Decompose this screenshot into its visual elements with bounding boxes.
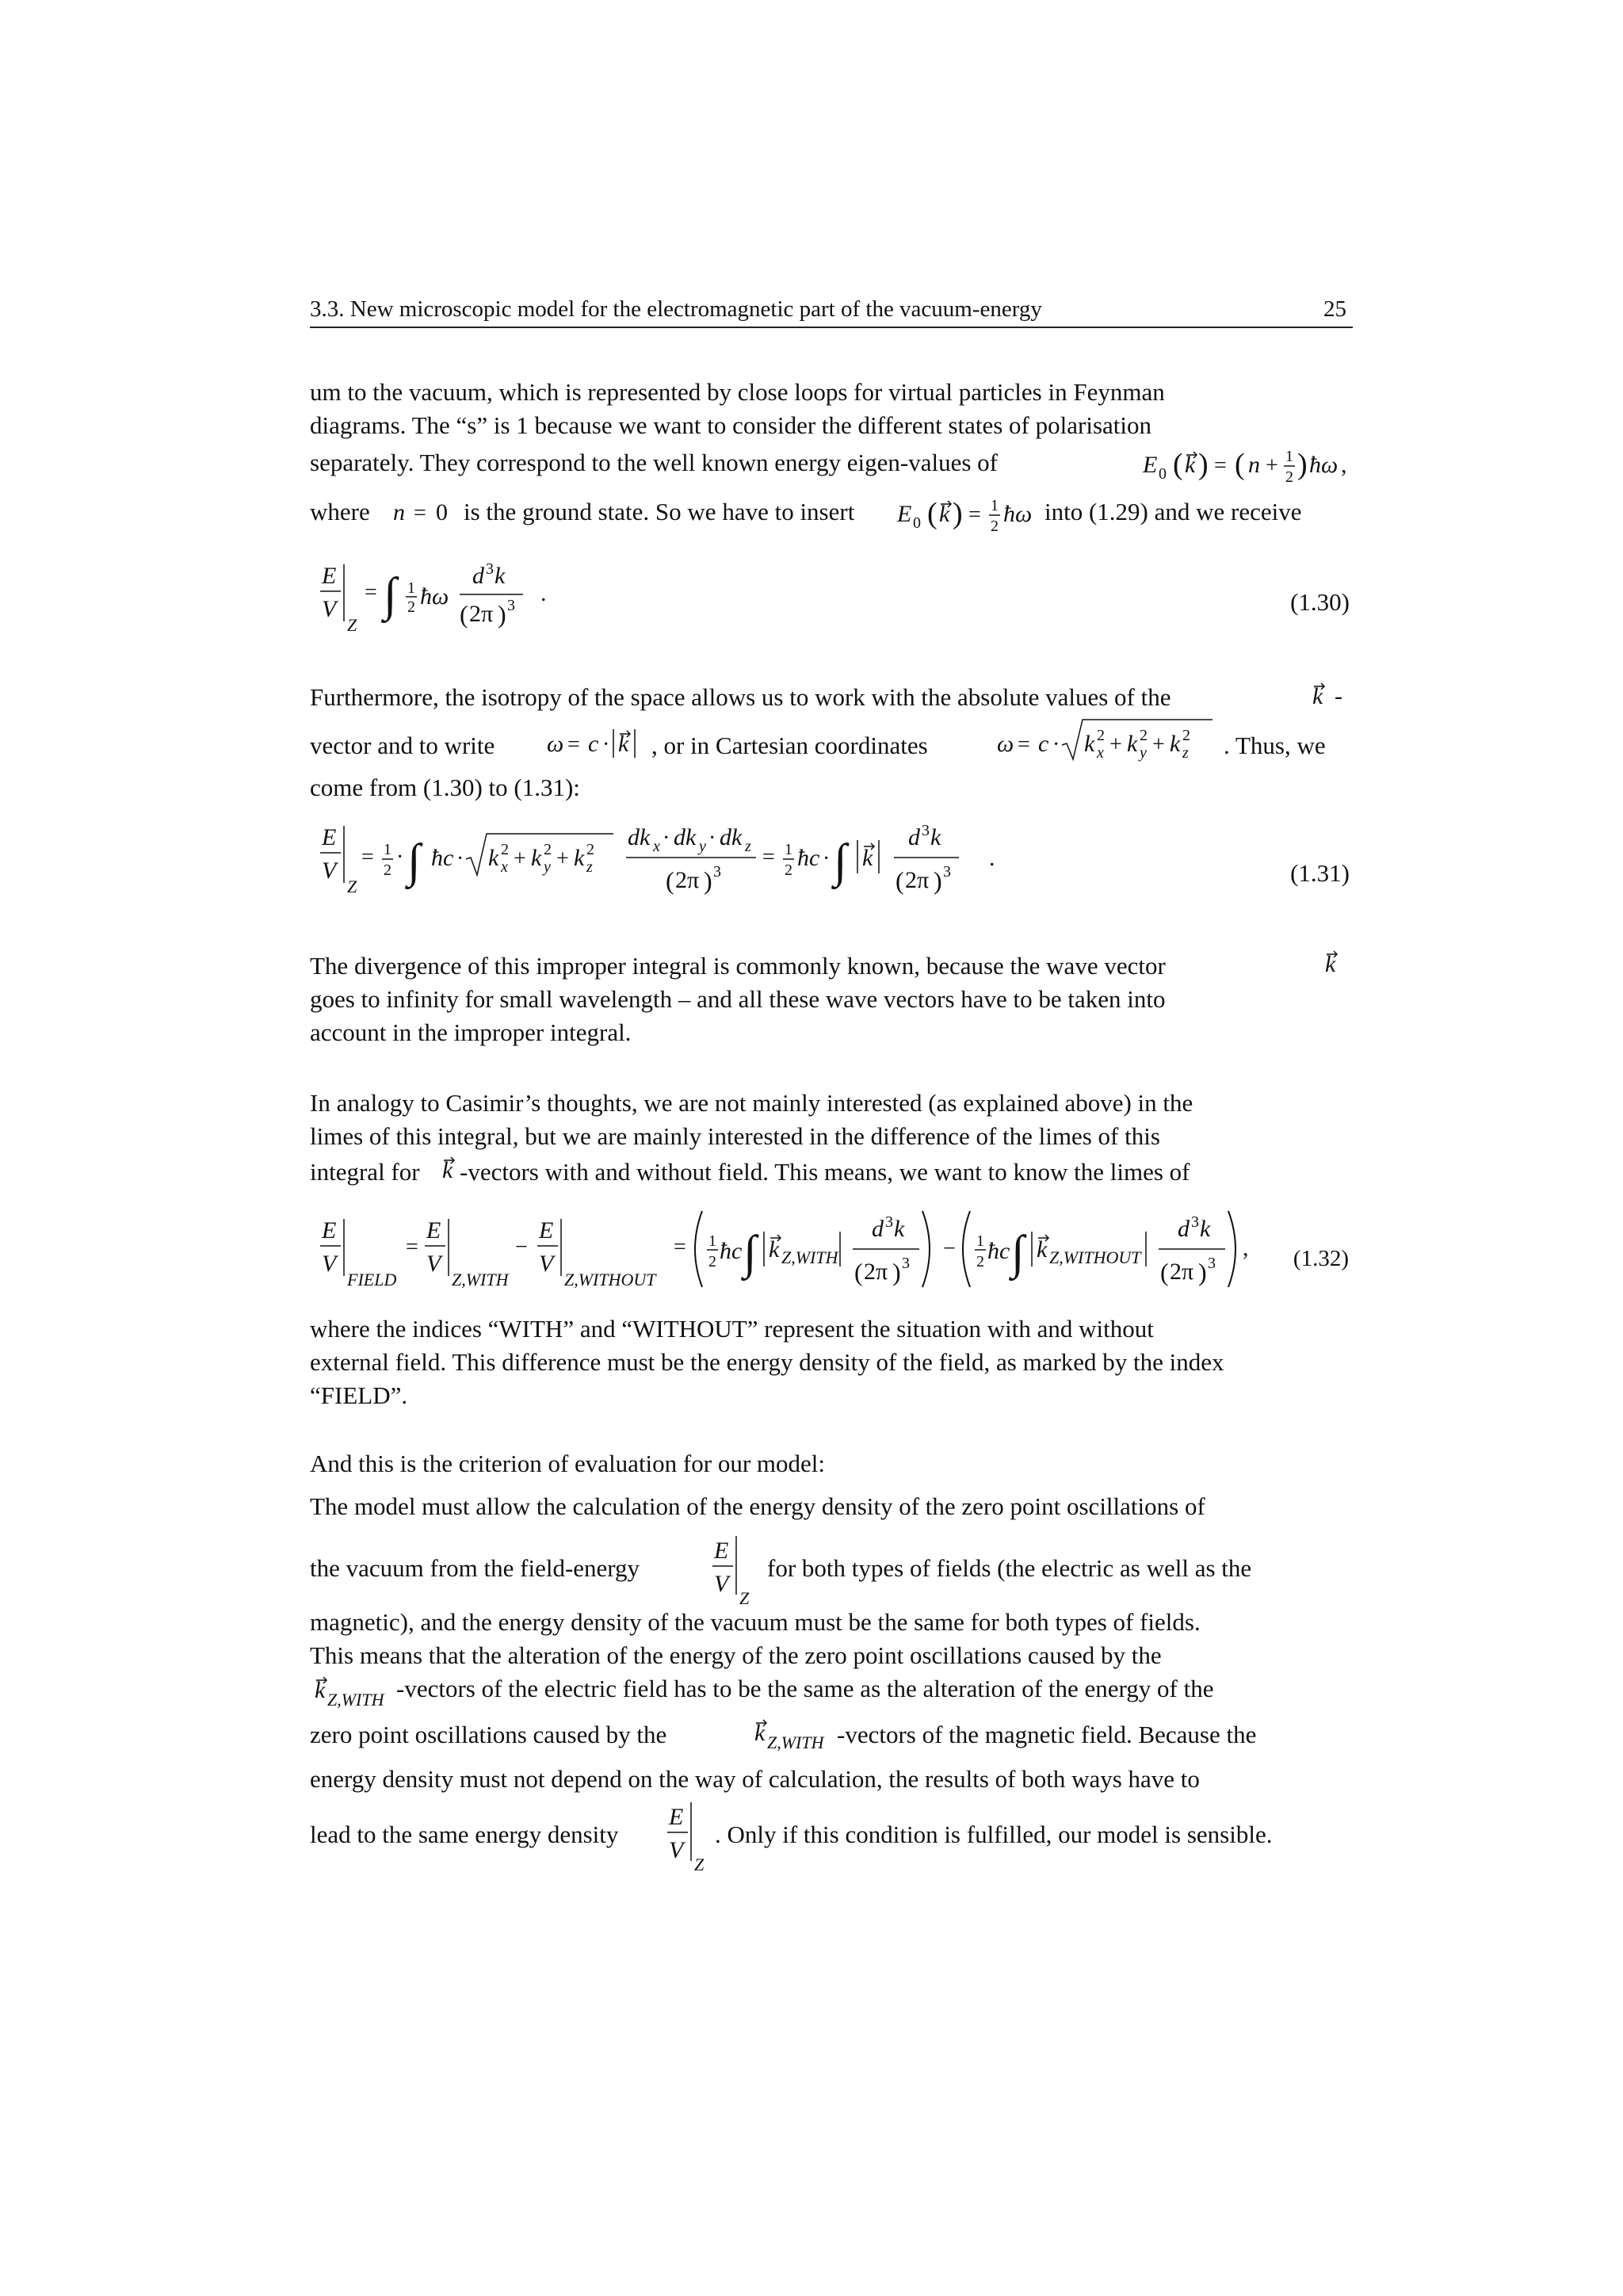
svg-text:Z: Z	[347, 615, 357, 635]
svg-text:(: (	[854, 1258, 863, 1286]
paragraph-4-line-3-b: -vectors with and without field. This means, we want to know the limes of	[460, 1158, 1190, 1186]
paragraph-5	[310, 1312, 1350, 1412]
svg-text:Z,WITH: Z,WITH	[781, 1247, 838, 1267]
paragraph-6-line-3: the vacuum from the field-energy	[310, 1554, 640, 1582]
svg-text:V: V	[426, 1251, 441, 1277]
svg-text:E: E	[322, 1217, 337, 1244]
svg-text:): )	[498, 600, 506, 628]
equation-1-31	[317, 816, 1030, 911]
svg-text:2: 2	[1182, 727, 1190, 744]
paragraph-4-line-3: integral for	[310, 1158, 420, 1186]
svg-text:2: 2	[1097, 727, 1105, 744]
k-vector-symbol-2	[1322, 943, 1354, 981]
svg-text:y: y	[1140, 744, 1147, 762]
eigenvalue-formula	[1141, 441, 1355, 488]
svg-text:2π: 2π	[905, 867, 930, 893]
svg-text:∫: ∫	[1011, 1226, 1025, 1278]
paragraph-6-line-7-b: -vectors of the magnetic field. Because the	[837, 1721, 1257, 1748]
svg-text:1: 1	[991, 497, 999, 514]
svg-text:2: 2	[785, 861, 792, 879]
text-line: account in the improper integral.	[310, 1018, 632, 1046]
svg-text:): )	[934, 866, 942, 895]
svg-text:=: =	[567, 732, 580, 757]
paragraph-6-line-2: The model must allow the calculation of the energy density of the zero point oscillations of	[310, 1492, 1205, 1520]
omega-abs-formula	[545, 720, 656, 764]
svg-text:·: ·	[823, 846, 831, 871]
paragraph-6-line-3-b: for both types of fields (the electric as well as the	[767, 1554, 1252, 1582]
svg-text:2: 2	[384, 861, 391, 879]
svg-text:y: y	[699, 838, 706, 855]
svg-text:Z,WITHOUT: Z,WITHOUT	[564, 1270, 656, 1289]
paragraph-1	[310, 376, 1350, 442]
svg-text:3: 3	[885, 1213, 893, 1231]
equation-number-1-32: (1.32)	[1293, 1246, 1349, 1271]
svg-text:1: 1	[708, 1232, 716, 1250]
svg-text:·: ·	[1052, 732, 1060, 757]
svg-text:k: k	[1312, 683, 1323, 709]
svg-text:∫: ∫	[743, 1226, 757, 1278]
paragraph-2-line-2-b: , or in Cartesian coordinates	[651, 732, 928, 759]
svg-text:3: 3	[486, 560, 494, 578]
svg-text:3: 3	[713, 863, 721, 881]
svg-text:+: +	[1152, 732, 1165, 757]
paragraph-3-rest	[310, 983, 1350, 1049]
svg-text:,: ,	[1243, 1235, 1249, 1261]
svg-text:2: 2	[1140, 727, 1148, 744]
svg-text:ω: ω	[997, 731, 1014, 757]
svg-text:+: +	[1266, 453, 1278, 478]
svg-text:V: V	[322, 858, 337, 884]
svg-text:(: (	[1235, 448, 1245, 481]
text-line: external field. This difference must be the energy density of the field, as marked by the index	[310, 1348, 1224, 1376]
svg-text:c: c	[1038, 731, 1049, 757]
svg-text:): )	[1198, 448, 1209, 481]
svg-text:=: =	[674, 1235, 686, 1259]
svg-text:z: z	[1182, 744, 1189, 762]
svg-text:Z,WITH: Z,WITH	[452, 1270, 509, 1289]
svg-text:2: 2	[544, 841, 552, 858]
k-z-with-symbol-2	[753, 1713, 840, 1758]
svg-text:ħω: ħω	[420, 583, 449, 609]
k-z-with-symbol	[313, 1671, 400, 1715]
svg-text:n: n	[1248, 452, 1260, 478]
svg-text:k: k	[574, 845, 585, 871]
svg-text:ħc: ħc	[797, 845, 820, 871]
text-line: goes to infinity for small wavelength – and all these wave vectors have to be taken into	[310, 985, 1166, 1013]
svg-text:0: 0	[1159, 465, 1167, 483]
paragraph-1-line-4-c: into (1.29) and we receive	[1044, 498, 1302, 525]
svg-text:E: E	[714, 1538, 729, 1564]
svg-text:k: k	[862, 845, 873, 871]
svg-text:.: .	[989, 845, 995, 871]
equation-number-1-30: (1.30)	[1290, 588, 1350, 616]
svg-text:k: k	[1127, 731, 1138, 757]
svg-text:3: 3	[1208, 1255, 1216, 1272]
paragraph-6-line-8: energy density must not depend on the way of calculation, the results of both ways have to	[310, 1765, 1200, 1793]
svg-text:ħc: ħc	[987, 1238, 1010, 1264]
svg-text:3: 3	[1191, 1213, 1199, 1231]
svg-text:): )	[953, 497, 963, 530]
text-line: In analogy to Casimir’s thoughts, we are not mainly interested (as explained above) in the	[310, 1089, 1193, 1117]
svg-text:ω: ω	[547, 731, 564, 757]
svg-text:k: k	[488, 845, 499, 871]
svg-text:V: V	[322, 1251, 337, 1277]
svg-text:.: .	[540, 580, 547, 606]
text-line: “FIELD”.	[310, 1381, 408, 1409]
svg-text:0: 0	[913, 514, 921, 532]
svg-text:y: y	[544, 858, 551, 876]
svg-text:n: n	[393, 499, 405, 525]
svg-text:∫: ∫	[834, 835, 847, 887]
svg-text:1: 1	[1285, 448, 1293, 465]
running-header	[310, 293, 1353, 328]
ground-state-formula	[388, 495, 468, 531]
svg-text:=: =	[406, 1235, 418, 1259]
svg-text:k: k	[894, 1216, 905, 1242]
k-vector-symbol	[1309, 675, 1357, 713]
svg-text:(: (	[666, 866, 674, 895]
paragraph-2-line-3: come from (1.30) to (1.31):	[310, 774, 580, 801]
svg-text:k: k	[769, 1236, 780, 1263]
paragraph-6-line-7: zero point oscillations caused by the	[310, 1721, 667, 1748]
svg-text:=: =	[414, 501, 426, 525]
svg-text:·: ·	[396, 845, 404, 869]
svg-text:2: 2	[586, 841, 594, 858]
svg-text:z: z	[745, 838, 751, 855]
svg-text:2: 2	[991, 518, 999, 535]
svg-text:E: E	[322, 563, 337, 589]
text-line: diagrams. The “s” is 1 because we want to consider the different states of polarisation	[310, 411, 1151, 439]
svg-text:k: k	[315, 1677, 326, 1703]
svg-text:Z,WITH: Z,WITH	[327, 1690, 384, 1710]
svg-text:E: E	[426, 1217, 441, 1244]
svg-text:d: d	[908, 824, 920, 850]
svg-text:z: z	[586, 858, 593, 876]
svg-text:dk: dk	[720, 824, 743, 850]
svg-text:,: ,	[1341, 452, 1347, 478]
svg-text:(: (	[460, 600, 468, 628]
svg-text:(: (	[1173, 448, 1183, 481]
svg-text:d: d	[472, 563, 484, 589]
paragraph-2-line-1: Furthermore, the isotropy of the space allows us to work with the absolute values of the	[310, 683, 1171, 711]
svg-text:E: E	[897, 501, 912, 527]
svg-text:E: E	[1143, 452, 1158, 478]
svg-text:x: x	[653, 838, 660, 855]
text-line: limes of this integral, but we are mainly interested in the difference of the limes of this	[310, 1122, 1160, 1150]
svg-text:3: 3	[943, 863, 951, 881]
svg-text:V: V	[539, 1251, 554, 1277]
svg-text:k: k	[495, 563, 506, 589]
svg-text:=: =	[762, 845, 775, 869]
svg-text:): )	[892, 1258, 901, 1286]
svg-text:·: ·	[602, 732, 610, 757]
svg-text:(: (	[927, 497, 938, 530]
svg-text:1: 1	[384, 841, 391, 858]
svg-text:c: c	[588, 731, 599, 757]
svg-text:): )	[1297, 448, 1308, 481]
svg-text:2: 2	[407, 598, 415, 616]
svg-text:·: ·	[456, 846, 464, 871]
svg-text:(: (	[896, 866, 904, 895]
svg-text:2π: 2π	[864, 1259, 888, 1285]
svg-text:V: V	[322, 596, 337, 622]
svg-text:2: 2	[976, 1253, 984, 1270]
svg-text:=: =	[968, 502, 981, 527]
paragraph-2-line-2-c: . Thus, we	[1224, 732, 1326, 759]
text-line: where the indices “WITH” and “WITHOUT” represent the situation with and without	[310, 1315, 1154, 1343]
svg-text:x: x	[1097, 744, 1104, 762]
svg-text:k: k	[1084, 731, 1095, 757]
svg-text:V: V	[669, 1837, 684, 1863]
svg-text:ħω: ħω	[1003, 501, 1033, 527]
svg-text:Z: Z	[739, 1588, 750, 1608]
text-line: magnetic), and the energy density of the vacuum must be the same for both types of fields.	[310, 1608, 1201, 1636]
svg-text:Z: Z	[347, 877, 357, 896]
omega-cartesian-formula	[994, 713, 1224, 764]
paragraph-6-line-9: lead to the same energy density	[310, 1820, 619, 1848]
svg-text:E: E	[322, 824, 337, 850]
svg-text:·: ·	[708, 826, 716, 850]
svg-text:3: 3	[922, 822, 930, 839]
svg-text:2: 2	[1285, 468, 1293, 486]
svg-text:=: =	[361, 845, 374, 869]
svg-text:2: 2	[501, 841, 509, 858]
svg-text:−: −	[515, 1235, 528, 1259]
svg-text:2: 2	[708, 1253, 716, 1270]
text-line: This means that the alteration of the energy of the zero point oscillations caused by the	[310, 1641, 1162, 1669]
page-number: 25	[1323, 296, 1346, 322]
svg-text:+: +	[514, 846, 526, 871]
svg-text:+: +	[556, 846, 569, 871]
svg-text:1: 1	[785, 841, 792, 858]
paragraph-2-line-2: vector and to write	[310, 732, 495, 759]
ground-energy-formula	[894, 490, 1044, 537]
svg-text:k: k	[939, 501, 950, 527]
equation-1-30	[317, 555, 586, 642]
svg-text:+: +	[1109, 732, 1122, 757]
equation-number-1-31: (1.31)	[1290, 859, 1350, 887]
svg-text:=: =	[365, 580, 377, 605]
svg-text:2π: 2π	[469, 601, 494, 627]
svg-text:k: k	[1185, 452, 1196, 478]
paragraph-1-line-3: separately. They correspond to the well known energy eigen-values of	[310, 449, 998, 476]
svg-text:E: E	[539, 1217, 554, 1244]
svg-text:x: x	[501, 858, 508, 876]
svg-text:FIELD: FIELD	[347, 1270, 397, 1289]
svg-text:k: k	[1325, 951, 1336, 977]
svg-text:2π: 2π	[1170, 1259, 1194, 1285]
svg-text:∫: ∫	[384, 568, 397, 621]
svg-text:k: k	[930, 824, 941, 850]
svg-text:dk: dk	[628, 824, 651, 850]
svg-text:=: =	[1018, 732, 1030, 757]
svg-text:k: k	[442, 1157, 453, 1183]
paragraph-1-line-4-b: is the ground state. So we have to insert	[464, 498, 855, 525]
paragraph-6-middle	[310, 1606, 1350, 1672]
svg-text:=: =	[1214, 453, 1227, 478]
equation-1-32	[317, 1205, 1268, 1316]
svg-text:(: (	[1160, 1258, 1169, 1286]
paragraph-6-line-9-b: . Only if this condition is fulfilled, our model is sensible.	[715, 1820, 1273, 1848]
svg-text:ħc: ħc	[431, 845, 454, 871]
paragraph-6-line-1: And this is the criterion of evaluation for our model:	[310, 1450, 825, 1477]
svg-text:d: d	[1178, 1216, 1190, 1242]
svg-text:k: k	[754, 1720, 766, 1746]
section-title: 3.3. New microscopic model for the electromagnetic part of the vacuum-energy	[310, 296, 1042, 322]
svg-text:): )	[1198, 1258, 1207, 1286]
svg-text:−: −	[943, 1236, 956, 1261]
paragraph-3-line-1: The divergence of this improper integral is commonly known, because the wave vector	[310, 952, 1166, 980]
svg-text:E: E	[669, 1804, 684, 1830]
svg-text:-: -	[1335, 683, 1342, 709]
svg-text:dk: dk	[674, 824, 697, 850]
svg-text:0: 0	[436, 499, 448, 525]
svg-text:ħω: ħω	[1309, 452, 1338, 478]
svg-text:∫: ∫	[407, 835, 421, 887]
paragraph-4	[310, 1087, 1350, 1153]
svg-text:ħc: ħc	[720, 1238, 743, 1264]
svg-text:Z,WITHOUT: Z,WITHOUT	[1049, 1247, 1141, 1267]
svg-text:2π: 2π	[675, 867, 700, 893]
svg-text:k: k	[618, 731, 629, 757]
svg-text:3: 3	[507, 597, 515, 614]
svg-text:k: k	[1037, 1236, 1048, 1263]
svg-text:1: 1	[976, 1232, 984, 1250]
svg-text:k: k	[531, 845, 542, 871]
paragraph-6-line-6: -vectors of the electric field has to be the same as the alteration of the energy of the	[396, 1675, 1214, 1702]
svg-text:k: k	[1200, 1216, 1211, 1242]
svg-text:V: V	[714, 1571, 729, 1597]
energy-density-symbol-2	[664, 1797, 720, 1877]
svg-text:3: 3	[902, 1255, 910, 1272]
svg-text:·: ·	[663, 826, 670, 850]
paragraph-1-line-4: where	[310, 498, 370, 525]
energy-density-symbol	[709, 1531, 765, 1610]
svg-text:Z: Z	[694, 1855, 705, 1874]
svg-text:1: 1	[407, 579, 415, 597]
svg-text:k: k	[1170, 731, 1181, 757]
svg-text:Z,WITH: Z,WITH	[767, 1733, 824, 1752]
svg-text:d: d	[872, 1216, 884, 1242]
text-line: um to the vacuum, which is represented by close loops for virtual particles in Feynman	[310, 378, 1165, 406]
svg-text:): )	[704, 866, 712, 895]
